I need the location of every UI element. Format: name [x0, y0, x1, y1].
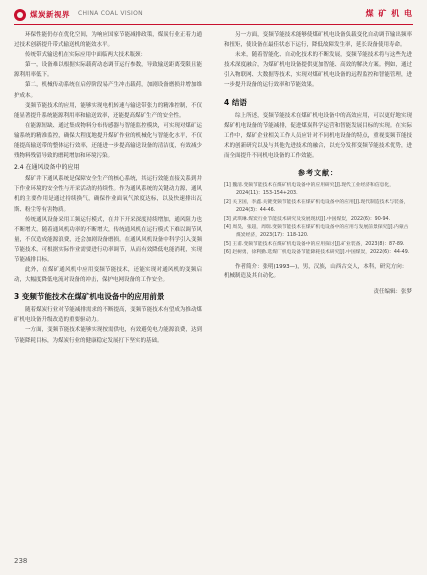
magazine-name-cn: 煤炭新视界 — [30, 10, 70, 19]
paragraph: 未来，随着智能化、自动化技术的不断发展，变频节能技术将与这些先进技术深度融合，为煤矿机电设备提供更加智能、高效的解决方案。例如，通过引入物联网、大数据等技术，实现对煤矿机电设备的远程监控和智能管理，进一步提升设备的运行效率和节能效果。 — [224, 52, 412, 89]
paragraph: 第一，设备难以根据实际载荷动态调节运行参数，导致输送距离受限且能源利用率低下。 — [14, 62, 202, 79]
header-divider — [14, 24, 413, 25]
reference-list — [224, 182, 412, 258]
reference-item: [3] 武琪琳.煤炭行业节能技术研究及发展现状[J].中国煤炭，2022(6)：90-94. — [224, 216, 391, 222]
responsible-editor: 责任编辑：张梦 — [373, 289, 412, 296]
magazine-name-en: CHINA COAL VISION — [78, 10, 143, 17]
paragraph: 综上所述，变频节能技术在煤矿机电设备中的高效应用，可以更好地实现煤矿机电设备的节能减排，促进煤炭科学运营和智能发展目标的实现。在实际工作中，煤矿企业相关工作人员应针对不同机电设备的特点，重视变频节能技术的创新研究以及与其他先进技术的融合，以充分发挥变频节能技术优势，进而全面提升不同机电设备的工作效能。 — [224, 112, 412, 159]
author-bio: 作者简介：张明(1993—)，男，汉族，山西古交人，本科，研究方向：机械制造及其自动化。 — [224, 263, 408, 280]
paragraph: 随着煤炭行业对节能减排需求的不断提高，变频节能技术有望成为推动煤矿机电设备升级改造的重要驱动力。 — [14, 307, 202, 324]
section-heading: 3 变频节能技术在煤矿机电设备中的应用前景 — [14, 292, 165, 302]
paragraph: 另一方面，变频节能技术能够使煤矿机电设备负载变化自动调节输出频率和扭矩，使设备在最佳状态下运行，降低故障发生率，延长设备使用寿命。 — [224, 32, 412, 49]
right-column — [224, 30, 412, 295]
paragraph: 传统带式输送机在实际应用中面临两大技术瓶颈： — [25, 52, 147, 59]
paragraph: 一方面，变频节能技术能够实现按需供电，有效避免电力能源浪费，达到节能降耗目标，为煤炭行业的健康稳定发展打下坚实的基础。 — [14, 327, 202, 344]
reference-item: [4] 周昊，张超，周瑞.变频节能技术在煤矿机电设备中的应用与发展前景探究[J].内蒙古煤炭经济，2023(17)：118-120. — [224, 225, 409, 239]
page-header — [14, 7, 413, 25]
paragraph: 环保性能仍存在优化空间，为响应国家节能减排政策，煤炭行业正着力通过技术创新提升带式输送机的能效水平。 — [14, 32, 202, 49]
magazine-logo-icon — [14, 9, 26, 21]
section-tag: 煤 矿 机 电 — [365, 9, 413, 18]
paragraph: 传统通风设备采用工频运行模式，在井下开采深度持续增加，通风阻力也不断增大，随着通风机功率的不断增大，传统通风机在运行模式下难以调节风量，不仅造成能源浪费，还会加剧设备磨损。在通风风机设备中科学引入变频节能技术，可根据实际作业需要进行功率调节，从而有效降低电能消耗，实现节能减排目标。 — [14, 216, 202, 263]
paragraph: 此外，在煤矿通风机中应用变频节能技术，还能实现对通风机的变频启动，大幅度降低电流对设备的冲击，保护电网设备的工作安全。 — [14, 267, 202, 284]
reference-item: [1] 魏清.变频节能技术在煤矿机电设备中的应用研究[J].现代工业经济和信息化，2024(11)：153-154+203. — [224, 183, 395, 197]
reference-item: [2] 关卫国，李鑫.关键变频节能技术在煤矿机电设备中的应用[J].现代制造技术与装备，2024(3)：44-46. — [224, 199, 409, 214]
conclusion-heading: 4 结语 — [224, 97, 247, 107]
left-column — [14, 30, 202, 346]
subsection-heading: 2.4 在通风设备中的应用 — [14, 164, 80, 172]
paragraph: 在能源短缺、通过集成物料分布传感器与智能监控模块，可实现对煤矿运输系统的精准监控，确保大程度地提升煤矿作业的机械化与智能化水平，不仅能提高输送带的整体运行效率，还能进一步提高输送设备的清洁度，有效减少残物料残留导致的磨耗增加和环境污染。 — [14, 122, 202, 160]
references-heading: 参考文献： — [298, 169, 338, 178]
reference-item: [6] 赵树勇，徐利勤.选煤厂机电设备节能降耗技术研究[J].中国煤炭，2022(6)：44-49. — [224, 250, 410, 256]
paragraph: 变频节能技术的应用，能够实现电机转速与输送带张力的精准控制，不仅能显著提升系统能源利用率和输送效率，还能提高煤矿生产的安全性。 — [14, 102, 202, 119]
paragraph: 第二，机械传动系统在启停阶段易产生冲击载荷，加剧设备磨损并增加维护成本。 — [14, 82, 202, 99]
page-number: 238 — [14, 557, 28, 565]
reference-item: [5] 王甫.变频节能技术在煤矿机电设备中的应用探讨[J].矿业装备，2023(8)：87-89. — [224, 241, 405, 247]
paragraph: 煤矿井下通风系统是保障安全生产的核心系统，其运行效能直接关系到井下作业环境的安全性与开采活动的持续性。作为通风系统的关键动力源，通风机的主要作用是通过持续换气，确保作业面氧气浓度达标，以及快速排出瓦斯、粉尘等有害物质。 — [14, 176, 202, 213]
